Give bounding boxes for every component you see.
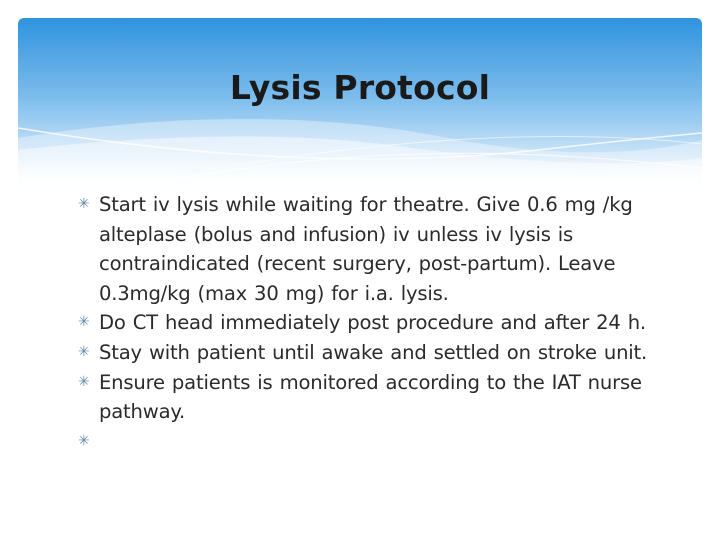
list-item-text: Ensure patients is monitored according to the IAT nurse pathway. (99, 370, 642, 424)
list-item (78, 190, 658, 308)
list-item-text: Stay with patient until awake and settled on stroke unit. (99, 340, 648, 364)
list-item (78, 308, 658, 338)
title-banner (18, 18, 702, 193)
asterisk-bullet-icon: ✳ (78, 343, 90, 360)
list-item-text: Do CT head immediately post procedure and after 24 h. (99, 311, 646, 335)
list-item (78, 368, 658, 427)
asterisk-bullet-icon: ✳ (78, 432, 90, 449)
asterisk-bullet-icon: ✳ (78, 373, 90, 390)
asterisk-bullet-icon: ✳ (78, 314, 90, 331)
list-item-text: Start iv lysis while waiting for theatre. Give 0.6 mg /kg alteplase (bolus and infusion) iv unless iv lysis is contraindicated (recent surgery, post-partum). Leave 0.3mg/kg (max 30 mg) for i.a. lysis. (99, 193, 633, 305)
bullet-list (78, 190, 658, 456)
asterisk-bullet-icon: ✳ (78, 196, 90, 212)
list-item (78, 427, 658, 457)
slide-title: Lysis Protocol (229, 68, 491, 107)
list-item (78, 338, 658, 368)
